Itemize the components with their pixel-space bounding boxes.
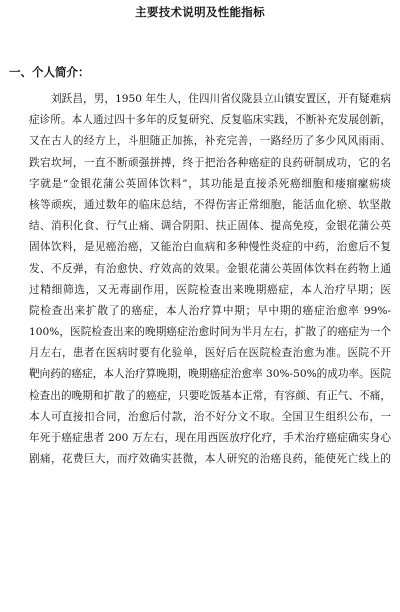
text-line: 剧痛，花费巨大，而疗效确实甚微，本人研究的治癌良药，能使死亡线上的: [29, 453, 391, 466]
text-line: 刘跃昌，男，1950 年生人，住四川省仪陇县立山镇安置区，开有疑难病: [51, 93, 391, 105]
document-title: 主要技术说明及性能指标: [135, 5, 265, 19]
text-line: 发、不反弹，有治愈快、疗效高的效果。金银花蒲公英固体饮料在药物上通: [29, 262, 391, 275]
body-paragraph: [29, 89, 391, 470]
text-line: 院检查出来扩散了的癌症，本人治疗算中期；早中期的癌症治愈率 99%-: [29, 304, 391, 317]
text-line: 月左右，患者在医病时要有化验单，医好后在医院检查治愈为准。医院不开: [29, 347, 391, 360]
text-line: 过精细筛选，又无毒副作用，医院检查出来晚期癌症，本人治疗早期；医: [29, 283, 391, 296]
text-line: 结、消积化食、行气止痛、调合阴阳、扶正固体、提高免疫，金银花蒲公英: [29, 220, 391, 233]
text-line: 又在古人的经方上，斗胆随正加拣，补充完善，一路经历了多少风风雨雨、: [29, 135, 391, 148]
text-line: 靶向药的癌症，本人治疗算晚期，晚期癌症治愈率 30%-50%的成功率。医院: [29, 368, 391, 381]
text-line: 症诊所。本人通过四十多年的反复研究、反复临床实践，不断补充发展创新，: [29, 114, 391, 127]
text-line: 检查出的晚期和扩散了的癌症，只要吃饭基本正常，有容颜、有正气、不痛，: [29, 389, 391, 402]
section-heading-personal-profile: 一、个人简介：: [9, 65, 90, 79]
text-line: 本人可直接扣合同，治愈后付款，治不好分文不取。全国卫生组织公布，一: [29, 410, 391, 423]
text-line: 核等顽疾，通过数年的临床总结，不得伤害正常细胞，能活血化瘀、软坚散: [29, 198, 391, 211]
text-line: 100%，医院检查出来的晚期癌症治愈时间为半月左右，扩散了的癌症为一个: [29, 326, 391, 339]
text-line: 年死于癌症患者 200 万左右，现在用西医放疗化疗，手术治疗癌症确实身心: [29, 432, 391, 444]
text-line: 跌宕坎坷，一直不断顽强拼搏，终于把治各种癌症的良药研制成功，它的名: [29, 156, 391, 169]
text-line: 字就是“金银花蒲公英固体饮料”，其功能是直接杀死癌细胞和瘘瘤瘰疬痰: [29, 177, 391, 190]
text-line: 固体饮料，是见癌治癌，又能治白血病和多种慢性炎症的中药，治愈后不复: [29, 241, 391, 254]
